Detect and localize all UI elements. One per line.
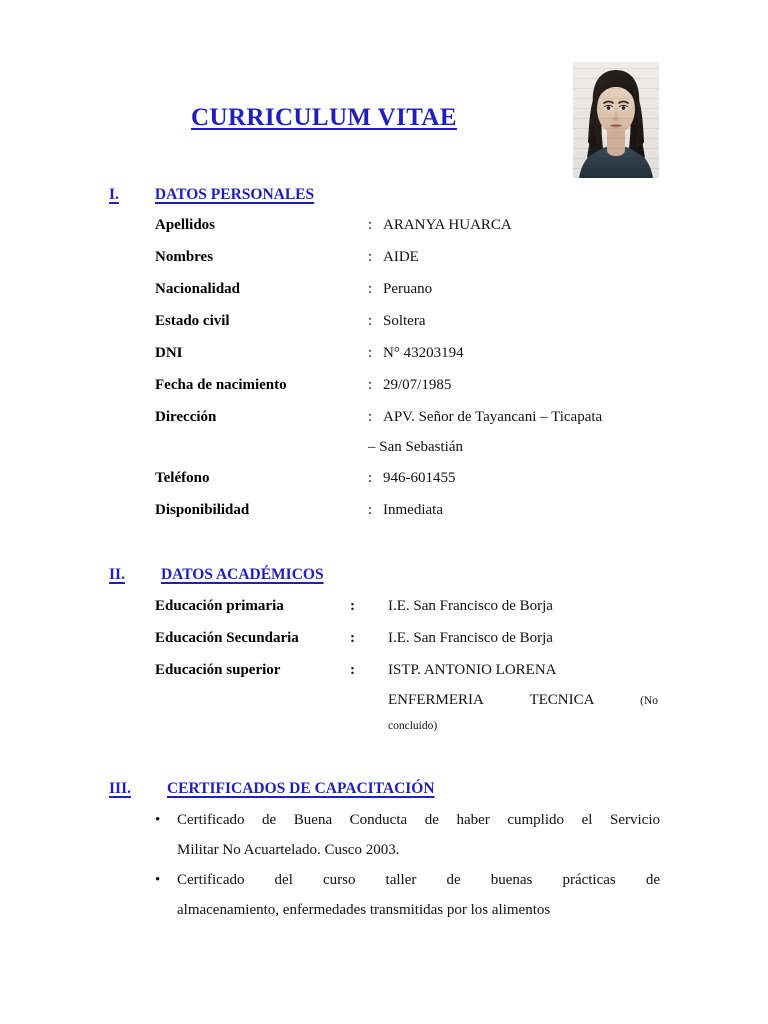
table-row <box>155 630 665 650</box>
table-row <box>155 502 665 522</box>
field-separator: : <box>368 313 373 329</box>
field-value-disponibilidad: Inmediata <box>383 502 443 518</box>
field-value-estado-civil: Soltera <box>383 313 426 329</box>
field-separator: : <box>368 345 373 361</box>
table-row <box>155 281 665 301</box>
field-value-educacion-secundaria: I.E. San Francisco de Borja <box>388 630 553 646</box>
field-value-educacion-superior-detail <box>388 692 658 709</box>
field-value-educacion-primaria: I.E. San Francisco de Borja <box>388 598 553 614</box>
field-value-apellidos: ARANYA HUARCA <box>383 217 512 233</box>
field-label-estado-civil: Estado civil <box>155 313 230 329</box>
section-numeral-academic: II. <box>109 566 125 583</box>
field-separator: : <box>350 662 355 678</box>
field-label-educacion-superior: Educación superior <box>155 662 281 678</box>
table-row <box>155 598 665 618</box>
list-item-line-2: Militar No Acuartelado. Cusco 2003. <box>177 842 400 858</box>
field-separator: : <box>368 217 373 233</box>
table-row <box>155 345 665 365</box>
section-numeral-certificates: III. <box>109 780 131 797</box>
table-row <box>155 377 665 397</box>
section-heading-certificates <box>109 780 435 798</box>
field-label-direccion: Dirección <box>155 409 217 425</box>
table-row <box>155 313 665 333</box>
field-value-dni: N° 43203194 <box>383 345 464 361</box>
list-item-text <box>177 865 660 925</box>
field-label-disponibilidad: Disponibilidad <box>155 502 250 518</box>
section-title-academic: DATOS ACADÉMICOS <box>160 566 324 583</box>
field-label-educacion-secundaria: Educación Secundaria <box>155 630 299 646</box>
table-row <box>155 409 665 463</box>
list-item-line-2: almacenamiento, enfermedades transmitidas por los alimentos <box>177 902 551 918</box>
section-numeral-personal: I. <box>109 186 119 203</box>
field-label-apellidos: Apellidos <box>155 217 216 233</box>
field-value-fecha-nacimiento: 29/07/1985 <box>383 377 452 393</box>
page-title-text: CURRICULUM VITAE <box>191 104 457 131</box>
field-separator: : <box>368 470 373 486</box>
table-row <box>155 217 665 237</box>
page-title <box>0 104 768 132</box>
field-value-telefono: 946-601455 <box>383 470 456 486</box>
list-item-line-1: Certificado de Buena Conducta de haber cumplido el Servicio <box>177 812 660 828</box>
field-label-nacionalidad: Nacionalidad <box>155 281 241 297</box>
list-item-line-1: Certificado del curso taller de buenas prácticas de <box>177 872 660 888</box>
field-label-fecha-nacimiento: Fecha de nacimiento <box>155 377 287 393</box>
table-row <box>155 662 665 682</box>
field-separator: : <box>350 630 355 646</box>
detail-part-concluido: concluido) <box>388 720 438 732</box>
field-label-telefono: Teléfono <box>155 470 210 486</box>
field-value-direccion: APV. Señor de Tayancani – Ticapata <box>383 409 603 425</box>
field-separator: : <box>368 281 373 297</box>
field-value-nombres: AIDE <box>383 249 419 265</box>
list-item <box>155 805 660 865</box>
field-label-nombres: Nombres <box>155 249 214 265</box>
detail-part-no: (No <box>640 695 658 707</box>
field-label-dni: DNI <box>155 345 183 361</box>
bullet-icon: • <box>155 812 161 828</box>
table-row <box>155 470 665 490</box>
field-value-direccion-line2: – San Sebastián <box>368 439 463 455</box>
section-title-certificates: CERTIFICADOS DE CAPACITACIÓN <box>166 780 435 797</box>
section-heading-personal <box>109 186 314 204</box>
field-separator: : <box>368 502 373 518</box>
field-separator: : <box>350 598 355 614</box>
field-separator: : <box>368 249 373 265</box>
detail-part-tecnica: TECNICA <box>529 692 595 708</box>
section-title-personal: DATOS PERSONALES <box>154 186 315 203</box>
field-separator: : <box>368 377 373 393</box>
section-heading-academic <box>109 566 324 584</box>
field-label-educacion-primaria: Educación primaria <box>155 598 284 614</box>
bullet-icon: • <box>155 872 161 888</box>
field-separator: : <box>368 409 373 425</box>
field-value-nacionalidad: Peruano <box>383 281 433 297</box>
list-item-text <box>177 805 660 865</box>
table-row <box>155 249 665 269</box>
list-item <box>155 865 660 925</box>
detail-part-enfermeria: ENFERMERIA <box>388 692 484 708</box>
field-value-educacion-superior: ISTP. ANTONIO LORENA <box>388 662 557 678</box>
